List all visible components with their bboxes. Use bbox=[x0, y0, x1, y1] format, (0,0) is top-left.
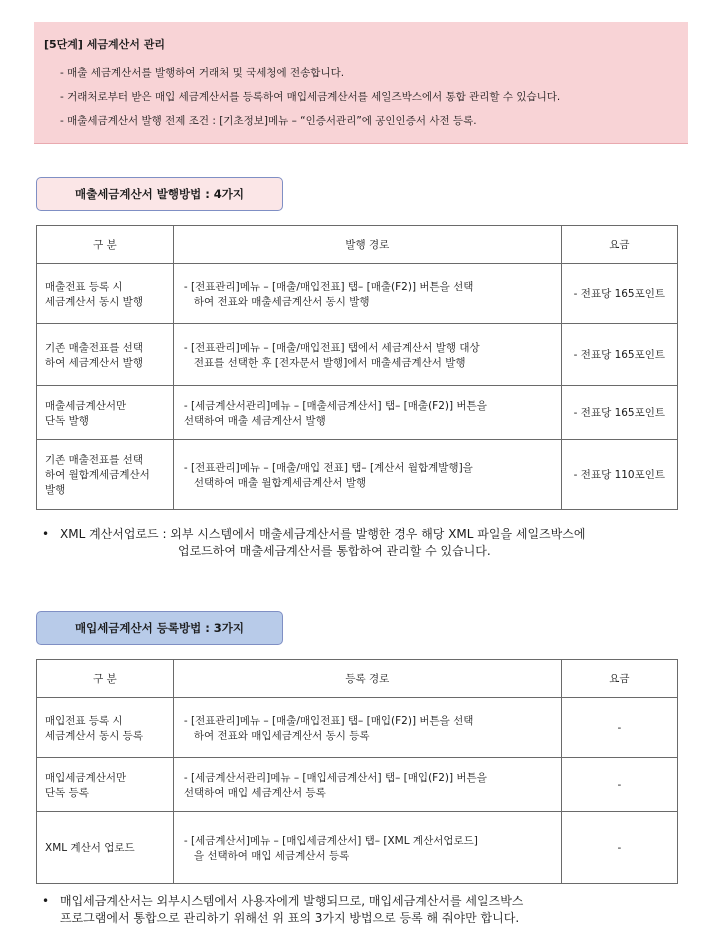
header-path: 등록 경로 bbox=[173, 660, 561, 698]
table-row bbox=[37, 386, 678, 440]
row-fee: - bbox=[561, 812, 677, 884]
purchase-note: • 매입세금계산서는 외부시스템에서 사용자에게 발행되므로, 매입세금계산서를 세일즈박스 프로그램에서 통합으로 관리하기 위해선 위 표의 3가지 방법으로 등록 해 줘야만 합니다. bbox=[42, 894, 524, 925]
table-row bbox=[37, 698, 678, 758]
step-title: [5단계] 세금계산서 관리 bbox=[44, 38, 166, 51]
row-path: - [세금계산서]메뉴 – [매입세금계산서] 탭– [XML 계산서업로드] 을 선택하여 매입 세금계산서 등록 bbox=[173, 812, 561, 884]
step-5-box bbox=[34, 22, 688, 144]
row-fee: - 전표당 165포인트 bbox=[561, 386, 677, 440]
header-category: 구 분 bbox=[37, 660, 174, 698]
table-header-row bbox=[37, 660, 678, 698]
row-path: - [전표관리]메뉴 – [매출/매입 전표] 탭– [계산서 월합계발행]을 선택하여 매출 월합계세금계산서 발행 bbox=[173, 440, 561, 510]
row-path: - [전표관리]메뉴 – [매출/매입전표] 탭에서 세금계산서 발행 대상 전표를 선택한 후 [전자문서 발행]에서 매출세금계산서 발행 bbox=[173, 324, 561, 386]
purchase-method-table bbox=[36, 659, 678, 884]
row-category: 매입전표 등록 시 세금계산서 동시 등록 bbox=[37, 698, 174, 758]
step-line-3: - 매출세금계산서 발행 전제 조건 : [기초정보]메뉴 – “인증서관리”에 공인인증서 사전 등록. bbox=[60, 115, 477, 127]
table-header-row bbox=[37, 226, 678, 264]
row-path: - [세금계산서관리]메뉴 – [매입세금계산서] 탭– [매입(F2)] 버튼을 선택하여 매입 세금계산서 등록 bbox=[173, 758, 561, 812]
sales-method-label: 매출세금계산서 발행방법 : 4가지 bbox=[36, 177, 283, 211]
row-category: 매출세금계산서만 단독 발행 bbox=[37, 386, 174, 440]
sales-method-table bbox=[36, 225, 678, 510]
header-fee: 요금 bbox=[561, 660, 677, 698]
step-line-2: - 거래처로부터 받은 매입 세금계산서를 등록하여 매입세금계산서를 세일즈박스에서 통합 관리할 수 있습니다. bbox=[60, 91, 561, 103]
header-path: 발행 경로 bbox=[173, 226, 561, 264]
bullet-dot: • bbox=[42, 527, 50, 541]
step-line-1: - 매출 세금계산서를 발행하여 거래처 및 국세청에 전송합니다. bbox=[60, 67, 345, 79]
row-category: 매출전표 등록 시 세금계산서 동시 발행 bbox=[37, 264, 174, 324]
row-category: 기존 매출전표를 선택 하여 세금계산서 발행 bbox=[37, 324, 174, 386]
purchase-method-label: 매입세금계산서 등록방법 : 3가지 bbox=[36, 611, 283, 645]
xml-upload-note: • XML 계산서업로드 : 외부 시스템에서 매출세금계산서를 발행한 경우 해당 XML 파일을 세일즈박스에 업로드하여 매출세금계산서를 통합하여 관리할 수 있습니다. bbox=[42, 527, 586, 558]
row-category: 매입세금계산서만 단독 등록 bbox=[37, 758, 174, 812]
row-fee: - bbox=[561, 698, 677, 758]
row-path: - [전표관리]메뉴 – [매출/매입전표] 탭– [매입(F2)] 버튼을 선택 하여 전표와 매입세금계산서 동시 등록 bbox=[173, 698, 561, 758]
row-path: - [전표관리]메뉴 – [매출/매입전표] 탭– [매출(F2)] 버튼을 선택 하여 전표와 매출세금계산서 동시 발행 bbox=[173, 264, 561, 324]
table-row bbox=[37, 324, 678, 386]
row-path: - [세금계산서관리]메뉴 – [매출세금계산서] 탭– [매출(F2)] 버튼을 선택하여 매출 세금계산서 발행 bbox=[173, 386, 561, 440]
header-fee: 요금 bbox=[561, 226, 677, 264]
table-row bbox=[37, 264, 678, 324]
bullet-dot: • bbox=[42, 894, 50, 908]
row-fee: - 전표당 165포인트 bbox=[561, 324, 677, 386]
row-category: 기존 매출전표를 선택 하여 월합계세금계산서 발행 bbox=[37, 440, 174, 510]
row-category: XML 계산서 업로드 bbox=[37, 812, 174, 884]
table-row bbox=[37, 758, 678, 812]
row-fee: - bbox=[561, 758, 677, 812]
row-fee: - 전표당 165포인트 bbox=[561, 264, 677, 324]
table-row bbox=[37, 812, 678, 884]
row-fee: - 전표당 110포인트 bbox=[561, 440, 677, 510]
header-category: 구 분 bbox=[37, 226, 174, 264]
table-row bbox=[37, 440, 678, 510]
